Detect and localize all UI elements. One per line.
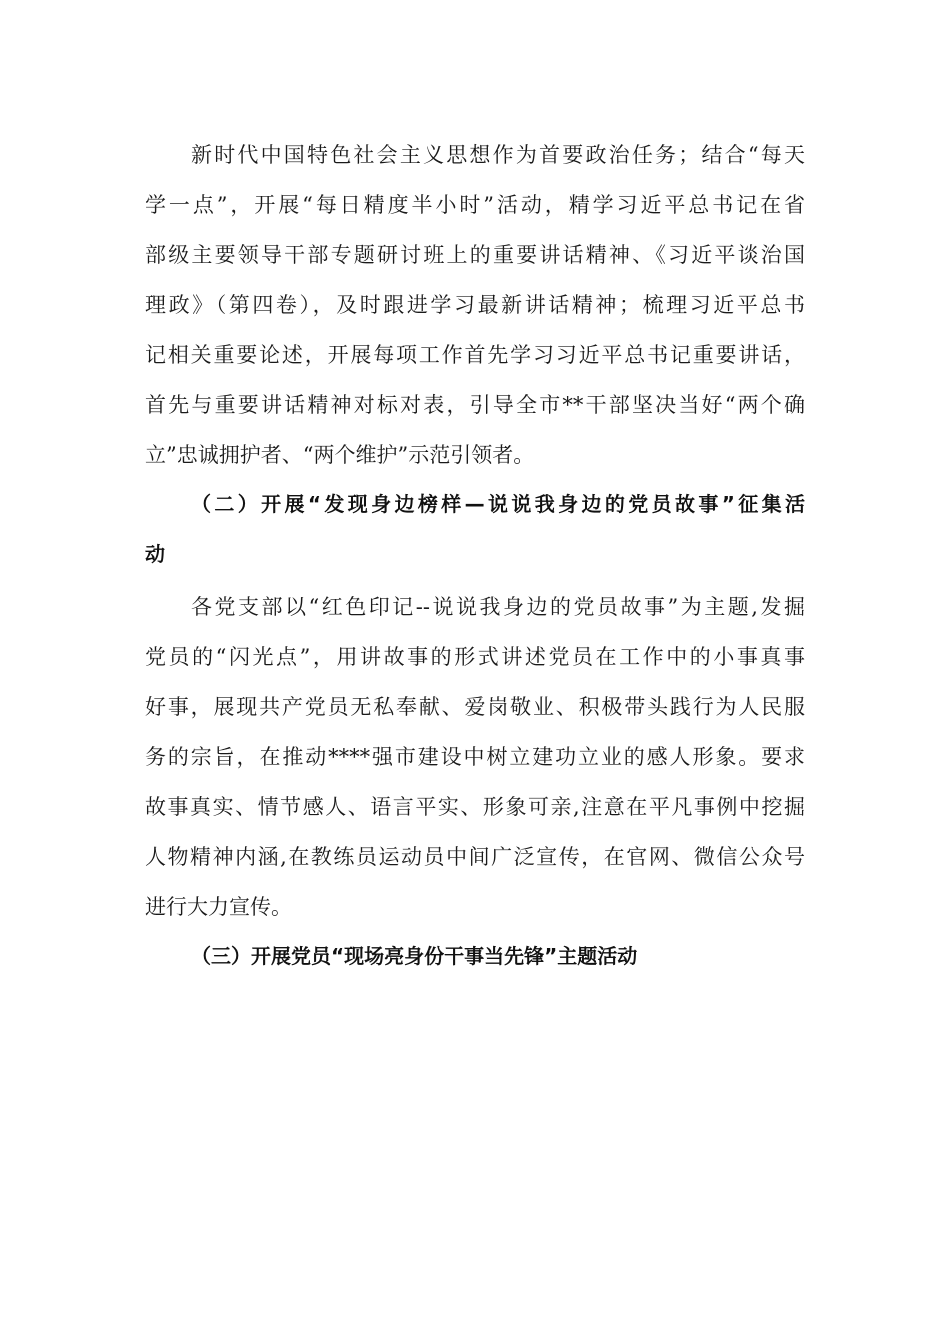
paragraph-1-line-2: 学一点”，开展“每日精度半小时”活动，精学习近平总书记在省	[145, 193, 805, 217]
section-heading-3: （三）开展党员“现场亮身份干事当先锋”主题活动	[191, 944, 638, 968]
paragraph-2-line-3: 好事，展现共产党员无私奉献、爱岗敬业、积极带头践行为人民服	[145, 695, 805, 719]
section-heading-2-line-1: （二）开展“发现身边榜样—说说我身边的党员故事”征集活	[191, 492, 805, 516]
paragraph-1-line-4: 理政》（第四卷），及时跟进学习最新讲话精神；梳理习近平总书	[145, 293, 805, 317]
paragraph-2-line-2: 党员的“闪光点”，用讲故事的形式讲述党员在工作中的小事真事	[145, 645, 805, 669]
paragraph-2-line-4: 务的宗旨，在推动****强市建设中树立建功立业的感人形象。要求	[145, 745, 805, 769]
section-heading-2-line-2: 动	[145, 542, 165, 566]
paragraph-1-line-7: 立”忠诚拥护者、“两个维护”示范引领者。	[145, 443, 535, 467]
paragraph-2-line-5: 故事真实、情节感人、语言平实、形象可亲,注意在平凡事例中挖掘	[145, 795, 805, 819]
paragraph-2-line-7: 进行大力宣传。	[145, 895, 292, 919]
paragraph-1-line-6: 首先与重要讲话精神对标对表，引导全市**干部坚决当好“两个确	[145, 393, 805, 417]
paragraph-2-line-1: 各党支部以“红色印记--说说我身边的党员故事”为主题,发掘	[191, 595, 805, 619]
paragraph-2-line-6: 人物精神内涵,在教练员运动员中间广泛宣传，在官网、微信公众号	[145, 845, 805, 869]
paragraph-1-line-3: 部级主要领导干部专题研讨班上的重要讲话精神、《习近平谈治国	[145, 243, 805, 267]
paragraph-1-line-1: 新时代中国特色社会主义思想作为首要政治任务；结合“每天	[191, 143, 805, 167]
paragraph-1-line-5: 记相关重要论述，开展每项工作首先学习习近平总书记重要讲话，	[145, 343, 805, 367]
